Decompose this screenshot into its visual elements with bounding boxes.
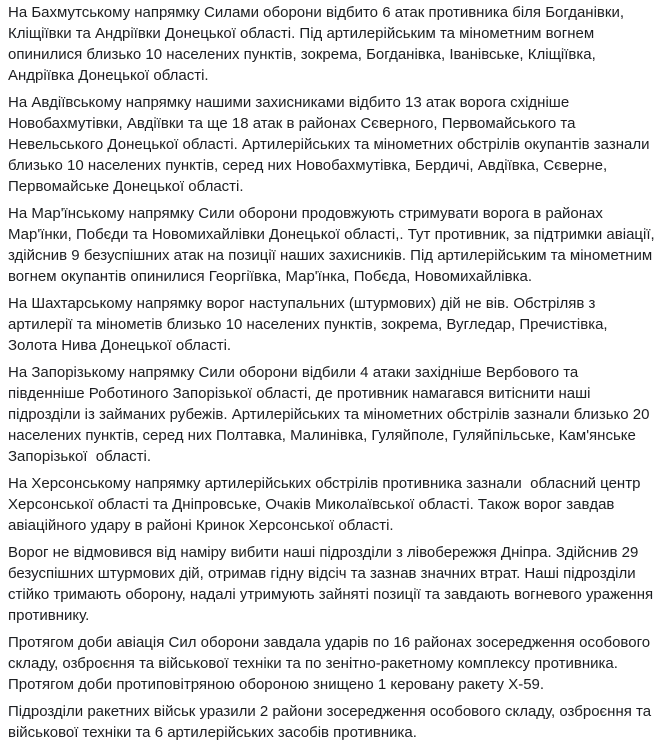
paragraph-aviation-strikes: Протягом доби авіація Сил оборони завдала ударів по 16 районах зосередження особового складу, озброєння та військової техніки та по зенітно-ракетному комплексу противника. Протягом доби протиповітряною обороною знищено 1 керовану ракету Х-59. <box>8 634 655 693</box>
paragraph-kherson-direction: На Херсонському напрямку артилерійських обстрілів противника зазнали обласний центр Херсонської області та Дніпровське, Очаків Миколаївської області. Також ворог завдав авіаційного удару в районі Кринок Херсонської області. <box>8 475 645 534</box>
paragraph-avdiivka-direction: На Авдіївському напрямку нашими захисниками відбито 13 атак ворога східніше Новобахмутівки, Авдіївки та ще 18 атак в районах Сєверного, Первомайського та Невельського Донецької області. Артилерійських та мінометних обстрілів окупантів зазнали близько 10 населених пунктів, серед них Новобахмутівка, Бердичі, Авдіївка, Сєверне, Первомайське Донецької області. <box>8 94 654 195</box>
paragraph-zaporizhzhia-direction: На Запорізькому напрямку Сили оборони відбили 4 атаки західніше Вербового та південніше Роботиного Запорізької області, де противник намагався витіснити наші підрозділи із займаних рубежів. Артилерійських та мінометних обстрілів зазнали близько 20 населених пунктів, серед них Полтавка, Малинівка, Гуляйполе, Гуляйпільське, Кам'янське Запорізької області. <box>8 364 654 465</box>
paragraph-marinka-direction: На Мар'їнському напрямку Сили оборони продовжують стримувати ворога в районах Мар'їнки, Побєди та Новомихайлівки Донецької області,. Тут противник, за підтримки авіації, здійснив 9 безуспішних атак на позиції наших захисників. Під артилерійським та мінометним вогнем окупантів опинилися Георгіївка, Мар'їнка, Побєда, Новомихайлівка. <box>8 205 659 285</box>
paragraph-bakhmut-direction: На Бахмутському напрямку Силами оборони відбито 6 атак противника біля Богданівки, Кліщіївки та Андріївки Донецької області. Під артилерійським та мінометним вогнем опинилися близько 10 населених пунктів, зокрема, Богданівка, Іванівське, Кліщіївка, Андріївка Донецької області. <box>8 4 629 84</box>
paragraph-dnipro-left-bank: Ворог не відмовився від наміру вибити наші підрозділи з лівобережжя Дніпра. Здійснив 29 безуспішних штурмових дій, отримав гідну відсіч та зазнав значних втрат. Наші підрозділи стійко тримають оборону, надалі утримують зайняті позиції та завдають вогневого ураження противнику. <box>8 544 658 624</box>
paragraph-missile-forces: Підрозділи ракетних військ уразили 2 райони зосередження особового складу, озброєння та військової техніки та 6 артилерійських засобів противника. <box>8 703 656 741</box>
paragraph-shakhtarsk-direction: На Шахтарському напрямку ворог наступальних (штурмових) дій не вів. Обстріляв з артилерії та мінометів близько 10 населених пунктів, зокрема, Вугледар, Пречистівка, Золота Нива Донецької області. <box>8 295 612 354</box>
